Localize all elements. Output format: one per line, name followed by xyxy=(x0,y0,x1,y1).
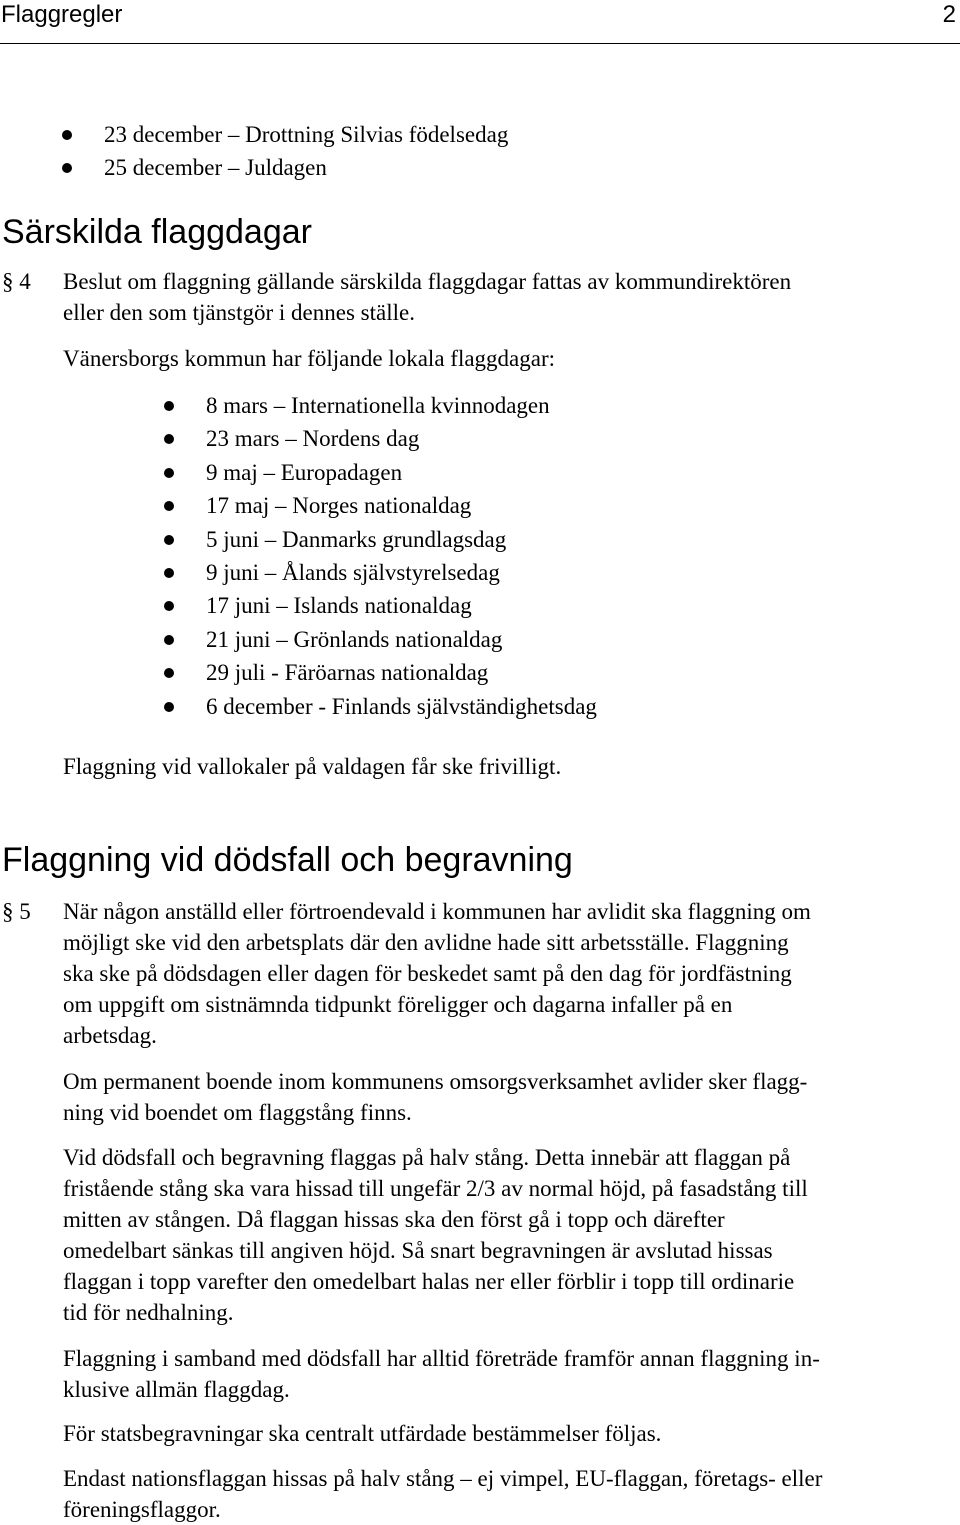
rule-5-p3-line-6: tid för nedhalning. xyxy=(63,1300,234,1325)
rule-5-p3-line-2: fristående stång ska vara hissad till ungefär 2/3 av normal höjd, på fasadstång till xyxy=(63,1176,808,1201)
rule-4-line-1: Beslut om flaggning gällande särskilda flaggdagar fattas av kommundirektören xyxy=(63,269,792,294)
rule-5-p3-line-3: mitten av stången. Då flaggan hissas ska den först gå i topp och därefter xyxy=(63,1207,725,1232)
rule-5-p1-line-5: arbetsdag. xyxy=(63,1023,157,1048)
rule-5-p6-line-2: föreningsflaggor. xyxy=(63,1497,221,1522)
paragraph-mark-4: § 4 xyxy=(2,269,31,294)
rule-5-p1-line-3: ska ske på dödsdagen eller dagen för beskedet samt på den dag för jordfästning xyxy=(63,961,792,986)
page-header xyxy=(0,0,960,44)
rule-5-p2-line-2: ning vid boendet om flaggstång finns. xyxy=(63,1100,412,1125)
rule-4-line-2: eller den som tjänstgör i dennes ställe. xyxy=(63,300,415,325)
rule-5-p4-line-1: Flaggning i samband med dödsfall har alltid företräde framför annan flaggning in- xyxy=(63,1346,820,1371)
rule-5-p1-line-1: När någon anställd eller förtroendevald i kommunen har avlidit ska flaggning om xyxy=(63,899,811,924)
paragraph-mark-5: § 5 xyxy=(2,899,31,924)
rule-5-p3-line-5: flaggan i topp varefter den omedelbart halas ner eller förblir i topp till ordinarie xyxy=(63,1269,795,1294)
rule-5-p3-line-1: Vid dödsfall och begravning flaggas på halv stång. Detta innebär att flaggan på xyxy=(63,1145,791,1170)
rule-5-p4-line-2: klusive allmän flaggdag. xyxy=(63,1377,290,1402)
polling-station-note: Flaggning vid vallokaler på valdagen får ske frivilligt. xyxy=(63,754,562,779)
section-heading-special-flag-days: Särskilda flaggdagar xyxy=(2,213,312,251)
rule-5-p1-line-2: möjligt ske vid den arbetsplats där den avlidne hade sitt arbetsställe. Flaggning xyxy=(63,930,789,955)
rule-5-p2-line-1: Om permanent boende inom kommunens omsorgsverksamhet avlider sker flagg- xyxy=(63,1069,808,1094)
rule-5-p3-line-4: omedelbart sänkas till angiven höjd. Så snart begravningen är avslutad hissas xyxy=(63,1238,773,1263)
document-title: Flaggregler xyxy=(1,1,123,28)
rule-5-p1-line-4: om uppgift om sistnämnda tidpunkt föreligger och dagarna infaller på en xyxy=(63,992,733,1017)
local-days-intro: Vänersborgs kommun har följande lokala flaggdagar: xyxy=(63,346,556,371)
rule-5-p6-line-1: Endast nationsflaggan hissas på halv stång – ej vimpel, EU-flaggan, företags- eller xyxy=(63,1466,823,1491)
section-heading-death-funeral: Flaggning vid dödsfall och begravning xyxy=(2,841,573,879)
rule-5-p5: För statsbegravningar ska centralt utfärdade bestämmelser följas. xyxy=(63,1421,662,1446)
page-number: 2 xyxy=(942,1,956,28)
